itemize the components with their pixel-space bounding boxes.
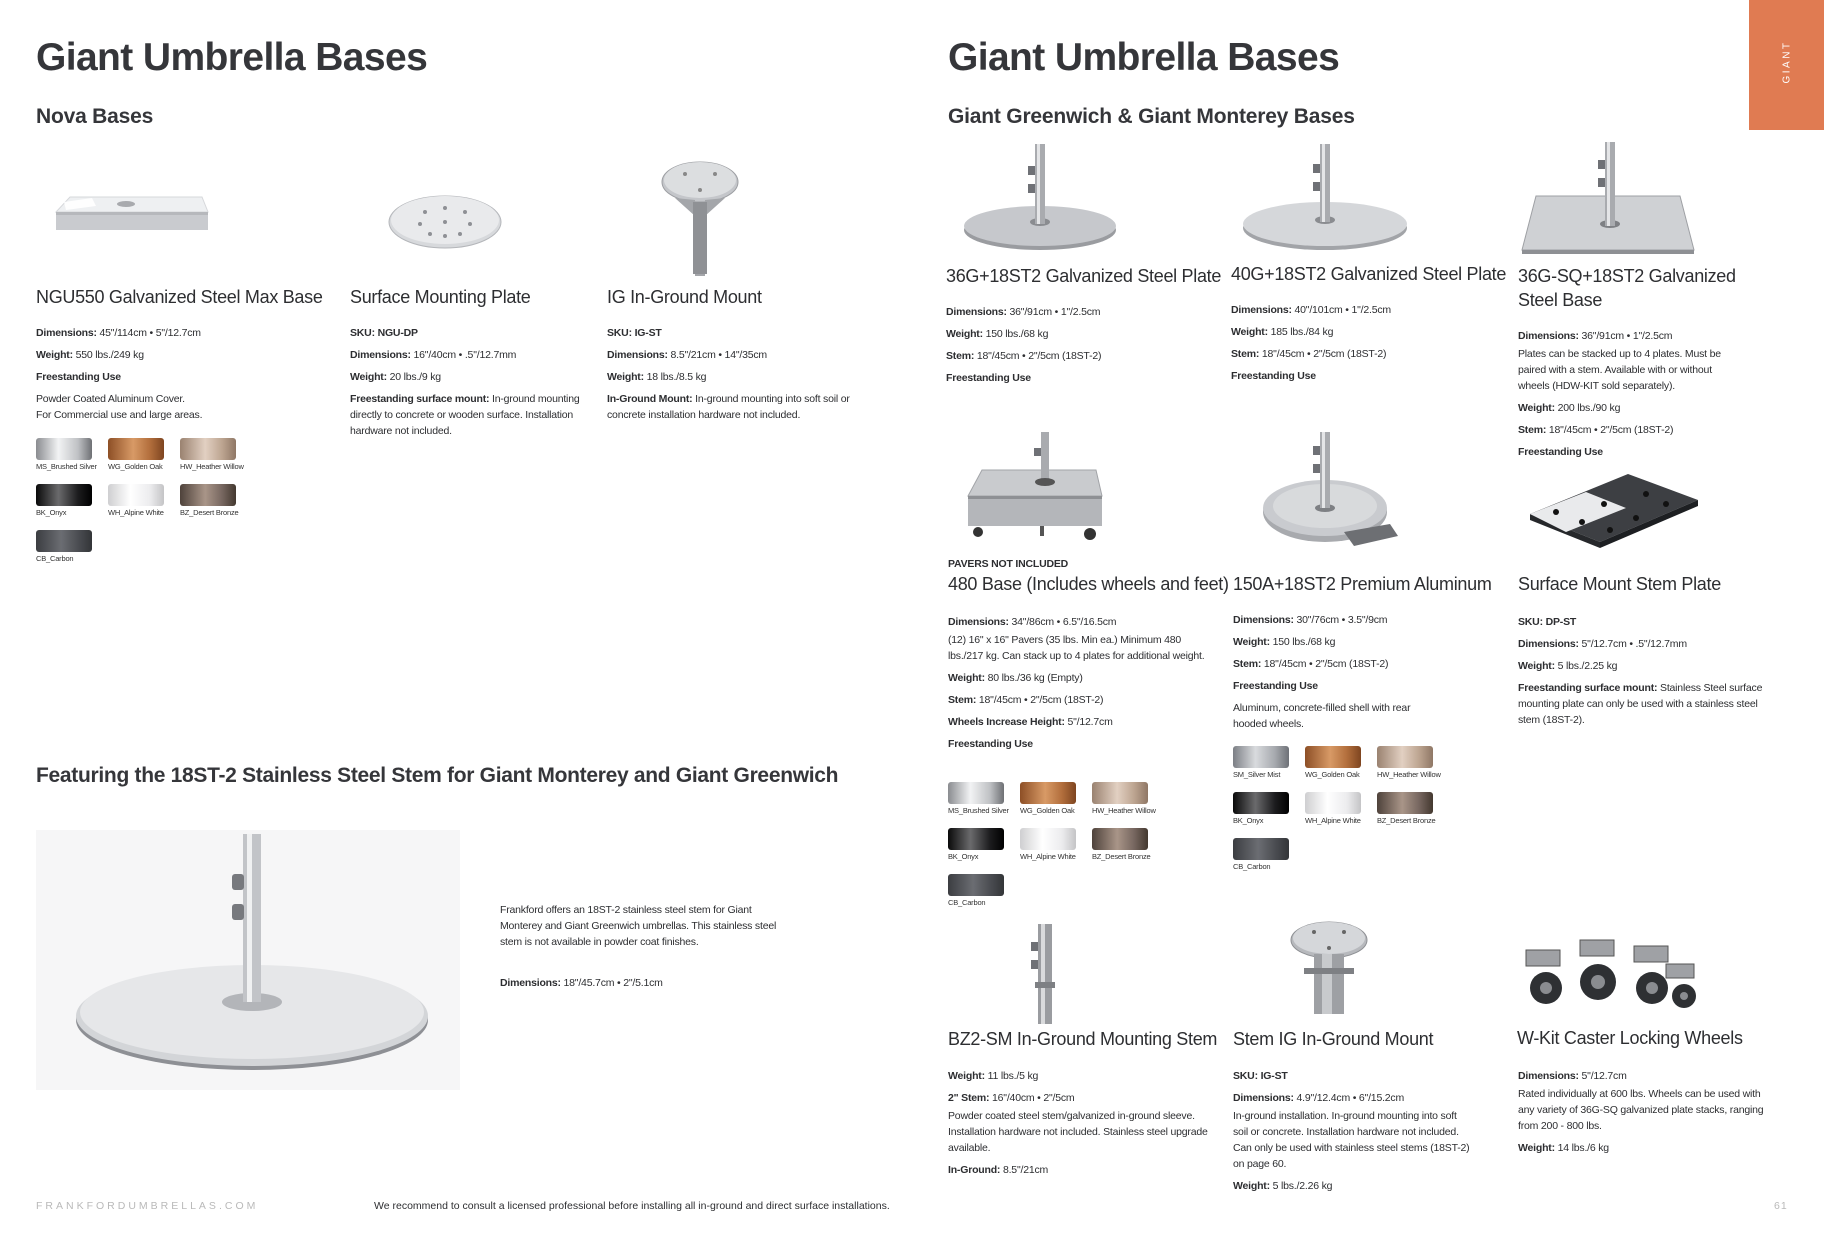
surface-mount-stem-plate-title: Surface Mount Stem Plate [1518, 574, 1721, 594]
swatch-hw-heather-willow: HW_Heather Willow [180, 438, 252, 484]
ngu550-title: NGU550 Galvanized Steel Max Base [36, 287, 323, 307]
480-color-swatches [948, 782, 1178, 920]
ngu550-base-image [52, 192, 212, 262]
150a-aluminum-specs: Dimensions: 30"/76cm • 3.5"/9cm Weight: 150 lbs./68 kg Stem: 18"/45cm • 2"/5cm (18ST-2) Freestanding Use Aluminum, concrete-filled shell with rear hooded wheels. [1233, 614, 1411, 730]
swatch-wg-golden-oak: WG_Golden Oak [108, 438, 180, 484]
swatch-wh-alpine-white: WH_Alpine White [1305, 792, 1377, 838]
480-base-specs: Dimensions: 34"/86cm • 6.5"/16.5cm (12) 16" x 16" Pavers (35 lbs. Min ea.) Minimum 480 lbs./217 kg. Can stack up to 4 plates for additional weight. Weight: 80 lbs./36 kg (Empty) Stem: 18"/45cm • 2"/5cm (18ST-2) Wheels Increase Height: 5"/12.7cm Freestanding Use [948, 616, 1205, 750]
stem-ig-mount-title: Stem IG In-Ground Mount [1233, 1029, 1434, 1049]
swatch-hw-heather-willow: HW_Heather Willow [1092, 782, 1164, 828]
swatch-cb-carbon: CB_Carbon [948, 874, 1020, 920]
40g-plate-image [1240, 140, 1410, 252]
featuring-dimensions: Dimensions: 18"/45.7cm • 2"/5.1cm [500, 977, 663, 989]
40g-plate-specs: Dimensions: 40"/101cm • 1"/2.5cm Weight: 185 lbs./84 kg Stem: 18"/45cm • 2"/5cm (18ST-2) Freestanding Use [1231, 304, 1391, 382]
bz2-sm-stem-title: BZ2-SM In-Ground Mounting Stem [948, 1029, 1218, 1049]
150a-color-swatches [1233, 746, 1463, 884]
36g-sq-base-specs: Dimensions: 36"/91cm • 1"/2.5cm Plates can be stacked up to 4 plates. Must be paired with a stem. Available with or without wheels (HDW-KIT sold separately). Weight: 200 lbs./90 kg Stem: 18"/45cm • 2"/5cm (18ST-2) Freestanding Use [1518, 330, 1721, 458]
480-base-title: 480 Base (Includes wheels and feet) [948, 574, 1229, 594]
swatch-wh-alpine-white: WH_Alpine White [1020, 828, 1092, 874]
surface-mount-stem-plate-image [1526, 470, 1701, 560]
surface-mounting-plate-specs: SKU: NGU-DP Dimensions: 16"/40cm • .5"/12.7mm Weight: 20 lbs./9 kg Freestanding surface mount: In-ground mounting directly to concrete or wooden surface. Installation hardware not included. [350, 327, 580, 437]
left-page-title: Giant Umbrella Bases [36, 36, 428, 79]
surface-mount-stem-plate-specs: SKU: DP-ST Dimensions: 5"/12.7cm • .5"/12.7mm Weight: 5 lbs./2.25 kg Freestanding surface mount: Stainless Steel surface mounting plate can only be used with a stainless steel stem (18ST-2). [1518, 616, 1763, 726]
footer-brand: FRANKFORDUMBRELLAS.COM [36, 1200, 259, 1212]
swatch-bk-onyx: BK_Onyx [1233, 792, 1305, 838]
w-kit-specs: Dimensions: 5"/12.7cm Rated individually at 600 lbs. Wheels can be used with any variety of 36G-SQ galvanized plate stacks, ranging from 200 - 800 lbs. Weight: 14 lbs./6 kg [1518, 1070, 1764, 1154]
36g-plate-specs: Dimensions: 36"/91cm • 1"/2.5cm Weight: 150 lbs./68 kg Stem: 18"/45cm • 2"/5cm (18ST-2) Freestanding Use [946, 306, 1102, 384]
w-kit-caster-wheels-image [1516, 930, 1712, 1026]
swatch-sm-silver-mist: SM_Silver Mist [1233, 746, 1305, 792]
footer-note: We recommend to consult a licensed professional before installing all in-ground and direct surface installations. [374, 1200, 890, 1212]
swatch-bk-onyx: BK_Onyx [36, 484, 108, 530]
swatch-wg-golden-oak: WG_Golden Oak [1305, 746, 1377, 792]
surface-mounting-plate-image [385, 192, 505, 252]
page-number: 61 [1774, 1200, 1788, 1212]
480-base-image [960, 428, 1140, 548]
greenwich-monterey-subtitle: Giant Greenwich & Giant Monterey Bases [948, 105, 1355, 128]
bz2-sm-stem-specs: Weight: 11 lbs./5 kg 2" Stem: 16"/40cm • 2"/5cm Powder coated steel stem/galvanized in-ground sleeve. Installation hardware not included. Stainless steel upgrade available. In-Ground: 8.5"/21cm [948, 1070, 1208, 1176]
nova-color-swatches [36, 438, 266, 576]
36g-plate-image [960, 140, 1120, 252]
36g-plate-title: 36G+18ST2 Galvanized Steel Plate [946, 266, 1222, 286]
swatch-hw-heather-willow: HW_Heather Willow [1377, 746, 1449, 792]
surface-mounting-plate-title: Surface Mounting Plate [350, 287, 531, 307]
36g-sq-base-title: 36G-SQ+18ST2 Galvanized Steel Base [1518, 266, 1736, 310]
bz2-sm-stem-image [1025, 922, 1065, 1028]
150a-aluminum-title: 150A+18ST2 Premium Aluminum [1233, 574, 1492, 594]
ig-in-ground-mount-specs: SKU: IG-ST Dimensions: 8.5"/21cm • 14"/35cm Weight: 18 lbs./8.5 kg In-Ground Mount: In-ground mounting into soft soil or concrete installation hardware not included. [607, 327, 850, 421]
40g-plate-title: 40G+18ST2 Galvanized Steel Plate [1231, 264, 1507, 284]
ngu550-specs: Dimensions: 45"/114cm • 5"/12.7cm Weight: 550 lbs./249 kg Freestanding Use Powder Coated Aluminum Cover. For Commercial use and large areas. [36, 327, 203, 421]
nova-bases-subtitle: Nova Bases [36, 105, 154, 128]
swatch-wh-alpine-white: WH_Alpine White [108, 484, 180, 530]
swatch-bk-onyx: BK_Onyx [948, 828, 1020, 874]
stem-ig-mount-image [1286, 918, 1372, 1024]
swatch-bz-desert-bronze: BZ_Desert Bronze [180, 484, 252, 530]
featuring-heading: Featuring the 18ST-2 Stainless Steel Stem for Giant Monterey and Giant Greenwich [36, 764, 839, 787]
swatch-wg-golden-oak: WG_Golden Oak [1020, 782, 1092, 828]
ig-in-ground-mount-title: IG In-Ground Mount [607, 287, 762, 307]
36g-sq-base-image [1518, 138, 1698, 256]
swatch-bz-desert-bronze: BZ_Desert Bronze [1377, 792, 1449, 838]
swatch-ms-brushed-silver: MS_Brushed Silver [948, 782, 1020, 828]
giant-section-tab: GIANT [1749, 0, 1824, 130]
stem-ig-mount-specs: SKU: IG-ST Dimensions: 4.9"/12.4cm • 6"/15.2cm In-ground installation. In-ground mounting into soft soil or concrete. Installation hardware not included. Can only be used with stainless steel stems (18ST-2) on page 60. Weight: 5 lbs./2.26 kg [1233, 1070, 1470, 1192]
featuring-text: Frankford offers an 18ST-2 stainless steel stem for Giant Monterey and Giant Greenwich umbrellas. This stainless steel stem is not available in powder coat finishes. [500, 904, 777, 948]
18st2-stem-image [36, 830, 460, 1090]
swatch-cb-carbon: CB_Carbon [36, 530, 108, 576]
swatch-ms-brushed-silver: MS_Brushed Silver [36, 438, 108, 484]
swatch-bz-desert-bronze: BZ_Desert Bronze [1092, 828, 1164, 874]
ig-in-ground-mount-image [655, 158, 745, 278]
pavers-not-included: PAVERS NOT INCLUDED [948, 558, 1069, 570]
150a-aluminum-base-image [1260, 428, 1410, 548]
w-kit-title: W-Kit Caster Locking Wheels [1517, 1028, 1743, 1048]
right-page-title: Giant Umbrella Bases [948, 36, 1340, 79]
swatch-cb-carbon: CB_Carbon [1233, 838, 1305, 884]
